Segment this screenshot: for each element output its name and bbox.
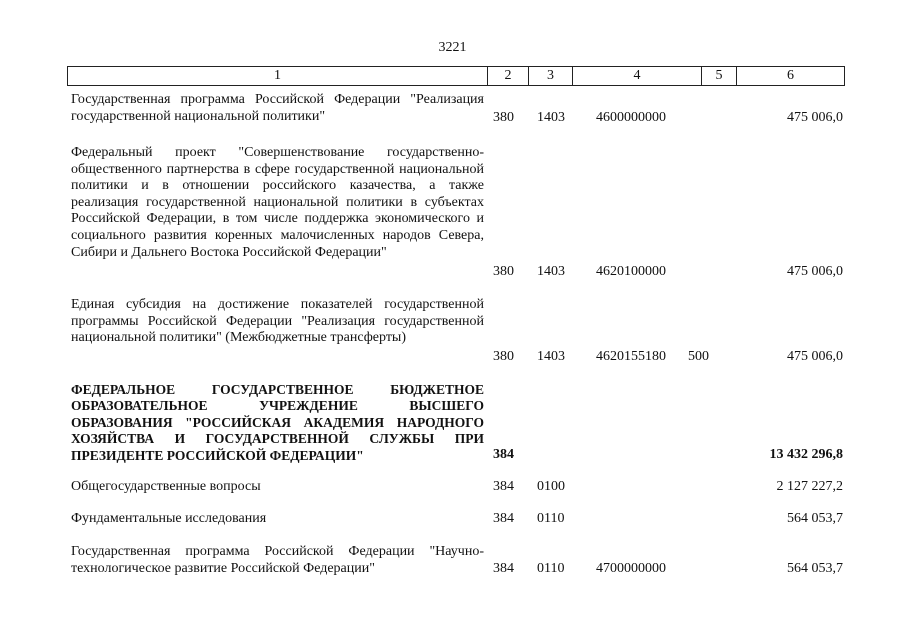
row-c2: 380 xyxy=(493,349,514,364)
column-header-6: 6 xyxy=(737,67,845,86)
row-c2: 384 xyxy=(493,561,514,576)
row-c6: 475 006,0 xyxy=(787,264,843,279)
column-header-1: 1 xyxy=(68,67,488,86)
column-header-4: 4 xyxy=(573,67,702,86)
page-number: 3221 xyxy=(438,40,467,55)
row-description: Федеральный проект "Совершенствование государственно-общественного партнерства в сфере государственной национальной политики и в отношении российского казачества, а также реализация государственной национальной политики в субъектах Российской Федерации, в том числе поддержка экономического и социального развития коренных малочисленных народов Севера, Сибири и Дальнего Востока Российской Федерации" xyxy=(71,145,484,260)
column-header-3: 3 xyxy=(529,67,573,86)
row-c6: 13 432 296,8 xyxy=(769,447,843,462)
row-c2: 384 xyxy=(493,447,514,462)
column-header-row xyxy=(68,67,845,86)
row-c4: 4620155180 xyxy=(596,349,666,364)
row-c4: 4700000000 xyxy=(596,561,666,576)
column-header-2: 2 xyxy=(488,67,529,86)
row-c5: 500 xyxy=(688,349,709,364)
row-c6: 564 053,7 xyxy=(787,511,843,526)
row-description: Общегосударственные вопросы xyxy=(71,479,261,494)
row-c6: 2 127 227,2 xyxy=(776,479,843,494)
column-header-5: 5 xyxy=(702,67,737,86)
row-c3: 1403 xyxy=(537,349,565,364)
row-c6: 564 053,7 xyxy=(787,561,843,576)
row-description: Государственная программа Российской Федерации "Реализация государственной национальной политики" xyxy=(71,92,484,124)
row-c3: 0110 xyxy=(537,511,565,526)
row-c6: 475 006,0 xyxy=(787,349,843,364)
row-c4: 4620100000 xyxy=(596,264,666,279)
row-description: ФЕДЕРАЛЬНОЕ ГОСУДАРСТВЕННОЕ БЮДЖЕТНОЕ ОБРАЗОВАТЕЛЬНОЕ УЧРЕЖДЕНИЕ ВЫСШЕГО ОБРАЗОВАНИЯ "РОССИЙСКАЯ АКАДЕМИЯ НАРОДНОГО ХОЗЯЙСТВА И ГОСУДАРСТВЕННОЙ СЛУЖБЫ ПРИ ПРЕЗИДЕНТЕ РОССИЙСКОЙ ФЕДЕРАЦИИ" xyxy=(71,382,484,463)
row-c2: 384 xyxy=(493,479,514,494)
row-c3: 1403 xyxy=(537,110,565,125)
row-description: Государственная программа Российской Федерации "Научно-технологическое развитие Российской Федерации" xyxy=(71,544,484,576)
row-c3: 0100 xyxy=(537,479,565,494)
row-c3: 1403 xyxy=(537,264,565,279)
row-description: Фундаментальные исследования xyxy=(71,511,267,526)
column-header-table xyxy=(67,66,845,86)
row-c3: 0110 xyxy=(537,561,565,576)
row-c2: 380 xyxy=(493,264,514,279)
row-c2: 384 xyxy=(493,511,514,526)
row-c6: 475 006,0 xyxy=(787,110,843,125)
row-c4: 4600000000 xyxy=(596,110,666,125)
row-description: Единая субсидия на достижение показателей государственной программы Российской Федерации "Реализация государственной национальной политики" (Межбюджетные трансферты) xyxy=(71,297,484,346)
row-c2: 380 xyxy=(493,110,514,125)
